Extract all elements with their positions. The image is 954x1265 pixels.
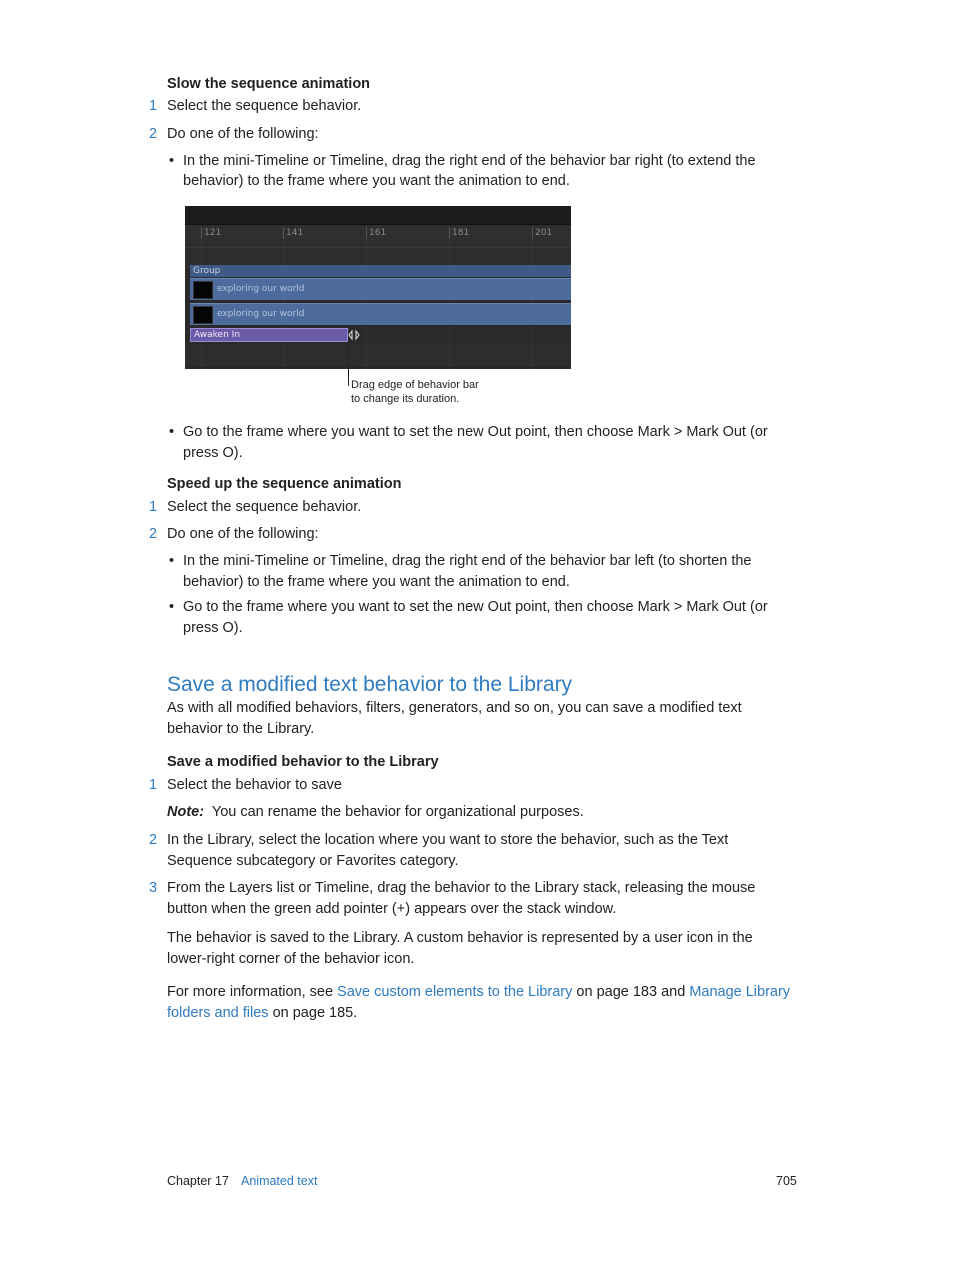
layer-track-bar[interactable]: [190, 278, 571, 300]
note-text: You can rename the behavior for organizational purposes.: [211, 804, 584, 820]
step-number: 3: [149, 880, 158, 896]
ruler-tick: [283, 227, 284, 239]
more-info: [167, 982, 790, 1003]
link-manage-library[interactable]: folders and files: [167, 1005, 269, 1021]
step-text: Do one of the following:: [167, 126, 319, 142]
footer-chapter: Chapter 17: [167, 1174, 229, 1188]
ruler-tick-label: 201: [535, 228, 553, 238]
callout-line: to change its duration.: [351, 393, 460, 405]
layer-track-bar[interactable]: [190, 303, 571, 325]
step-number: 1: [149, 499, 158, 515]
bullet-text: In the mini-Timeline or Timeline, drag the right end of the behavior bar left (to shorten the: [183, 553, 752, 569]
link-save-custom-elements[interactable]: Save custom elements to the Library: [337, 984, 573, 1000]
speed-heading: Speed up the sequence animation: [167, 476, 402, 492]
step-text: Select the sequence behavior.: [167, 499, 362, 515]
step-text: Do one of the following:: [167, 526, 319, 542]
step-number: 2: [149, 832, 158, 848]
bullet-text: behavior) to the frame where you want the animation to end.: [183, 574, 570, 590]
ruler-tick: [532, 227, 533, 239]
layer-label: exploring our world: [217, 284, 305, 294]
group-track-bar[interactable]: Group: [190, 265, 571, 277]
callout-leader-line: [348, 340, 349, 386]
ruler-tick-label: 121: [204, 228, 222, 238]
more-info-text: For more information, see: [167, 984, 338, 1000]
more-info: [167, 1003, 357, 1024]
callout-line: Drag edge of behavior bar: [351, 379, 479, 391]
track-row: [185, 345, 571, 368]
step-number: 2: [149, 126, 158, 142]
bullet-text: press O).: [183, 445, 243, 461]
footer-chapter-link[interactable]: Animated text: [241, 1174, 318, 1188]
step-text: Select the behavior to save: [167, 777, 342, 793]
section-title: Save a modified text behavior to the Library: [167, 673, 573, 696]
bullet-text: behavior) to the frame where you want the animation to end.: [183, 173, 570, 189]
bullet-text: Go to the frame where you want to set the new Out point, then choose Mark > Mark Out (or: [183, 599, 768, 615]
result-text: The behavior is saved to the Library. A custom behavior is represented by a user icon in the: [167, 930, 753, 946]
result-text: lower-right corner of the behavior icon.: [167, 951, 415, 967]
intro-text: As with all modified behaviors, filters, generators, and so on, you can save a modified text: [167, 700, 742, 716]
ruler-tick: [366, 227, 367, 239]
timeline-figure: [185, 206, 571, 369]
trim-handle-icon[interactable]: [348, 328, 360, 342]
step-text: Select the sequence behavior.: [167, 98, 362, 114]
slow-heading: Slow the sequence animation: [167, 76, 371, 92]
step-number: 1: [149, 98, 158, 114]
bullet-dot: •: [169, 424, 175, 440]
step-text: In the Library, select the location where you want to store the behavior, such as the Text: [167, 832, 729, 848]
layer-thumbnail: [193, 306, 213, 324]
timeline-toolbar: [185, 206, 571, 225]
figure-callout: [351, 378, 479, 406]
step-number: 2: [149, 526, 158, 542]
bullet-dot: •: [169, 553, 175, 569]
bullet-text: In the mini-Timeline or Timeline, drag the right end of the behavior bar right (to extend the: [183, 153, 756, 169]
layer-label: exploring our world: [217, 309, 305, 319]
more-info-text: on page 183 and: [572, 984, 690, 1000]
ruler-tick-label: 141: [286, 228, 304, 238]
note: [167, 802, 584, 823]
ruler-tick: [449, 227, 450, 239]
page-number: 705: [776, 1174, 797, 1188]
bullet-text: Go to the frame where you want to set the new Out point, then choose Mark > Mark Out (or: [183, 424, 768, 440]
intro-text: behavior to the Library.: [167, 721, 315, 737]
bullet-dot: •: [169, 599, 175, 615]
note-label: Note:: [167, 804, 205, 820]
ruler-tick: [201, 227, 202, 239]
link-manage-library[interactable]: Manage Library: [689, 984, 791, 1000]
step-number: 1: [149, 777, 158, 793]
ruler-tick-label: 181: [452, 228, 470, 238]
step-text: From the Layers list or Timeline, drag the behavior to the Library stack, releasing the mouse: [167, 880, 756, 896]
bullet-dot: •: [169, 153, 175, 169]
save-subheading: Save a modified behavior to the Library: [167, 754, 439, 770]
bullet-text: press O).: [183, 620, 243, 636]
step-text: Sequence subcategory or Favorites category.: [167, 853, 459, 869]
step-text: button when the green add pointer (+) appears over the stack window.: [167, 901, 617, 917]
ruler-tick-label: 161: [369, 228, 387, 238]
behavior-bar[interactable]: Awaken In: [190, 328, 348, 342]
more-info-text: on page 185.: [268, 1005, 358, 1021]
layer-thumbnail: [193, 281, 213, 299]
